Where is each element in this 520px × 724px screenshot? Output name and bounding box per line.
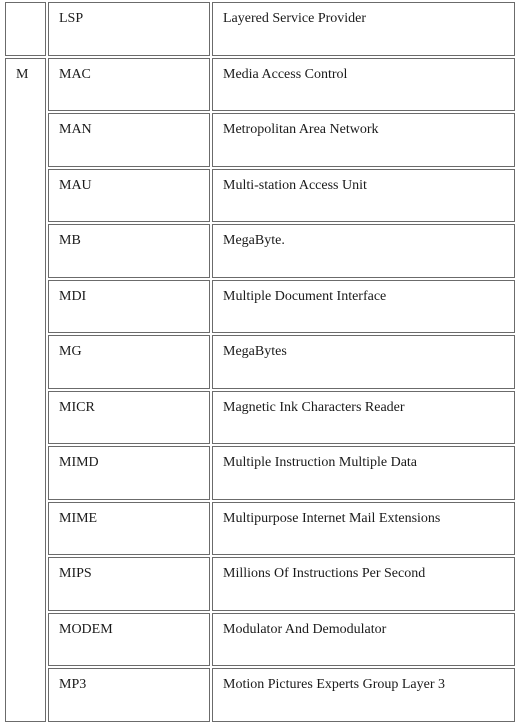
abbreviation-cell: MAC xyxy=(48,58,210,112)
definition-cell: Multi-station Access Unit xyxy=(212,169,515,223)
abbreviation-cell: MODEM xyxy=(48,613,210,667)
definition-cell: MegaByte. xyxy=(212,224,515,278)
definition-cell: Millions Of Instructions Per Second xyxy=(212,557,515,611)
table-row xyxy=(5,391,515,445)
definition-cell: Multipurpose Internet Mail Extensions xyxy=(212,502,515,556)
table-row xyxy=(5,613,515,667)
table-row xyxy=(5,169,515,223)
definition-cell: Motion Pictures Experts Group Layer 3 xyxy=(212,668,515,722)
table-row xyxy=(5,502,515,556)
abbreviation-cell: MAN xyxy=(48,113,210,167)
table-row xyxy=(5,58,515,112)
abbreviation-cell: MIME xyxy=(48,502,210,556)
abbreviation-cell: LSP xyxy=(48,2,210,56)
abbreviation-cell: MIMD xyxy=(48,446,210,500)
definition-cell: MegaBytes xyxy=(212,335,515,389)
definition-cell: Metropolitan Area Network xyxy=(212,113,515,167)
definition-cell: Media Access Control xyxy=(212,58,515,112)
definition-cell: Modulator And Demodulator xyxy=(212,613,515,667)
abbreviation-cell: MB xyxy=(48,224,210,278)
table-row xyxy=(5,446,515,500)
table-row xyxy=(5,2,515,56)
table-row xyxy=(5,335,515,389)
section-letter-cell: M xyxy=(5,58,46,722)
table-row xyxy=(5,557,515,611)
table-row xyxy=(5,113,515,167)
glossary-table xyxy=(3,0,517,724)
table-row xyxy=(5,224,515,278)
letter-cell-empty xyxy=(5,2,46,56)
abbreviation-cell: MG xyxy=(48,335,210,389)
abbreviation-cell: MIPS xyxy=(48,557,210,611)
table-row xyxy=(5,280,515,334)
definition-cell: Magnetic Ink Characters Reader xyxy=(212,391,515,445)
glossary-table-body xyxy=(5,2,515,722)
table-row xyxy=(5,668,515,722)
abbreviation-cell: MICR xyxy=(48,391,210,445)
abbreviation-cell: MP3 xyxy=(48,668,210,722)
definition-cell: Multiple Instruction Multiple Data xyxy=(212,446,515,500)
definition-cell: Layered Service Provider xyxy=(212,2,515,56)
definition-cell: Multiple Document Interface xyxy=(212,280,515,334)
abbreviation-cell: MAU xyxy=(48,169,210,223)
abbreviation-cell: MDI xyxy=(48,280,210,334)
